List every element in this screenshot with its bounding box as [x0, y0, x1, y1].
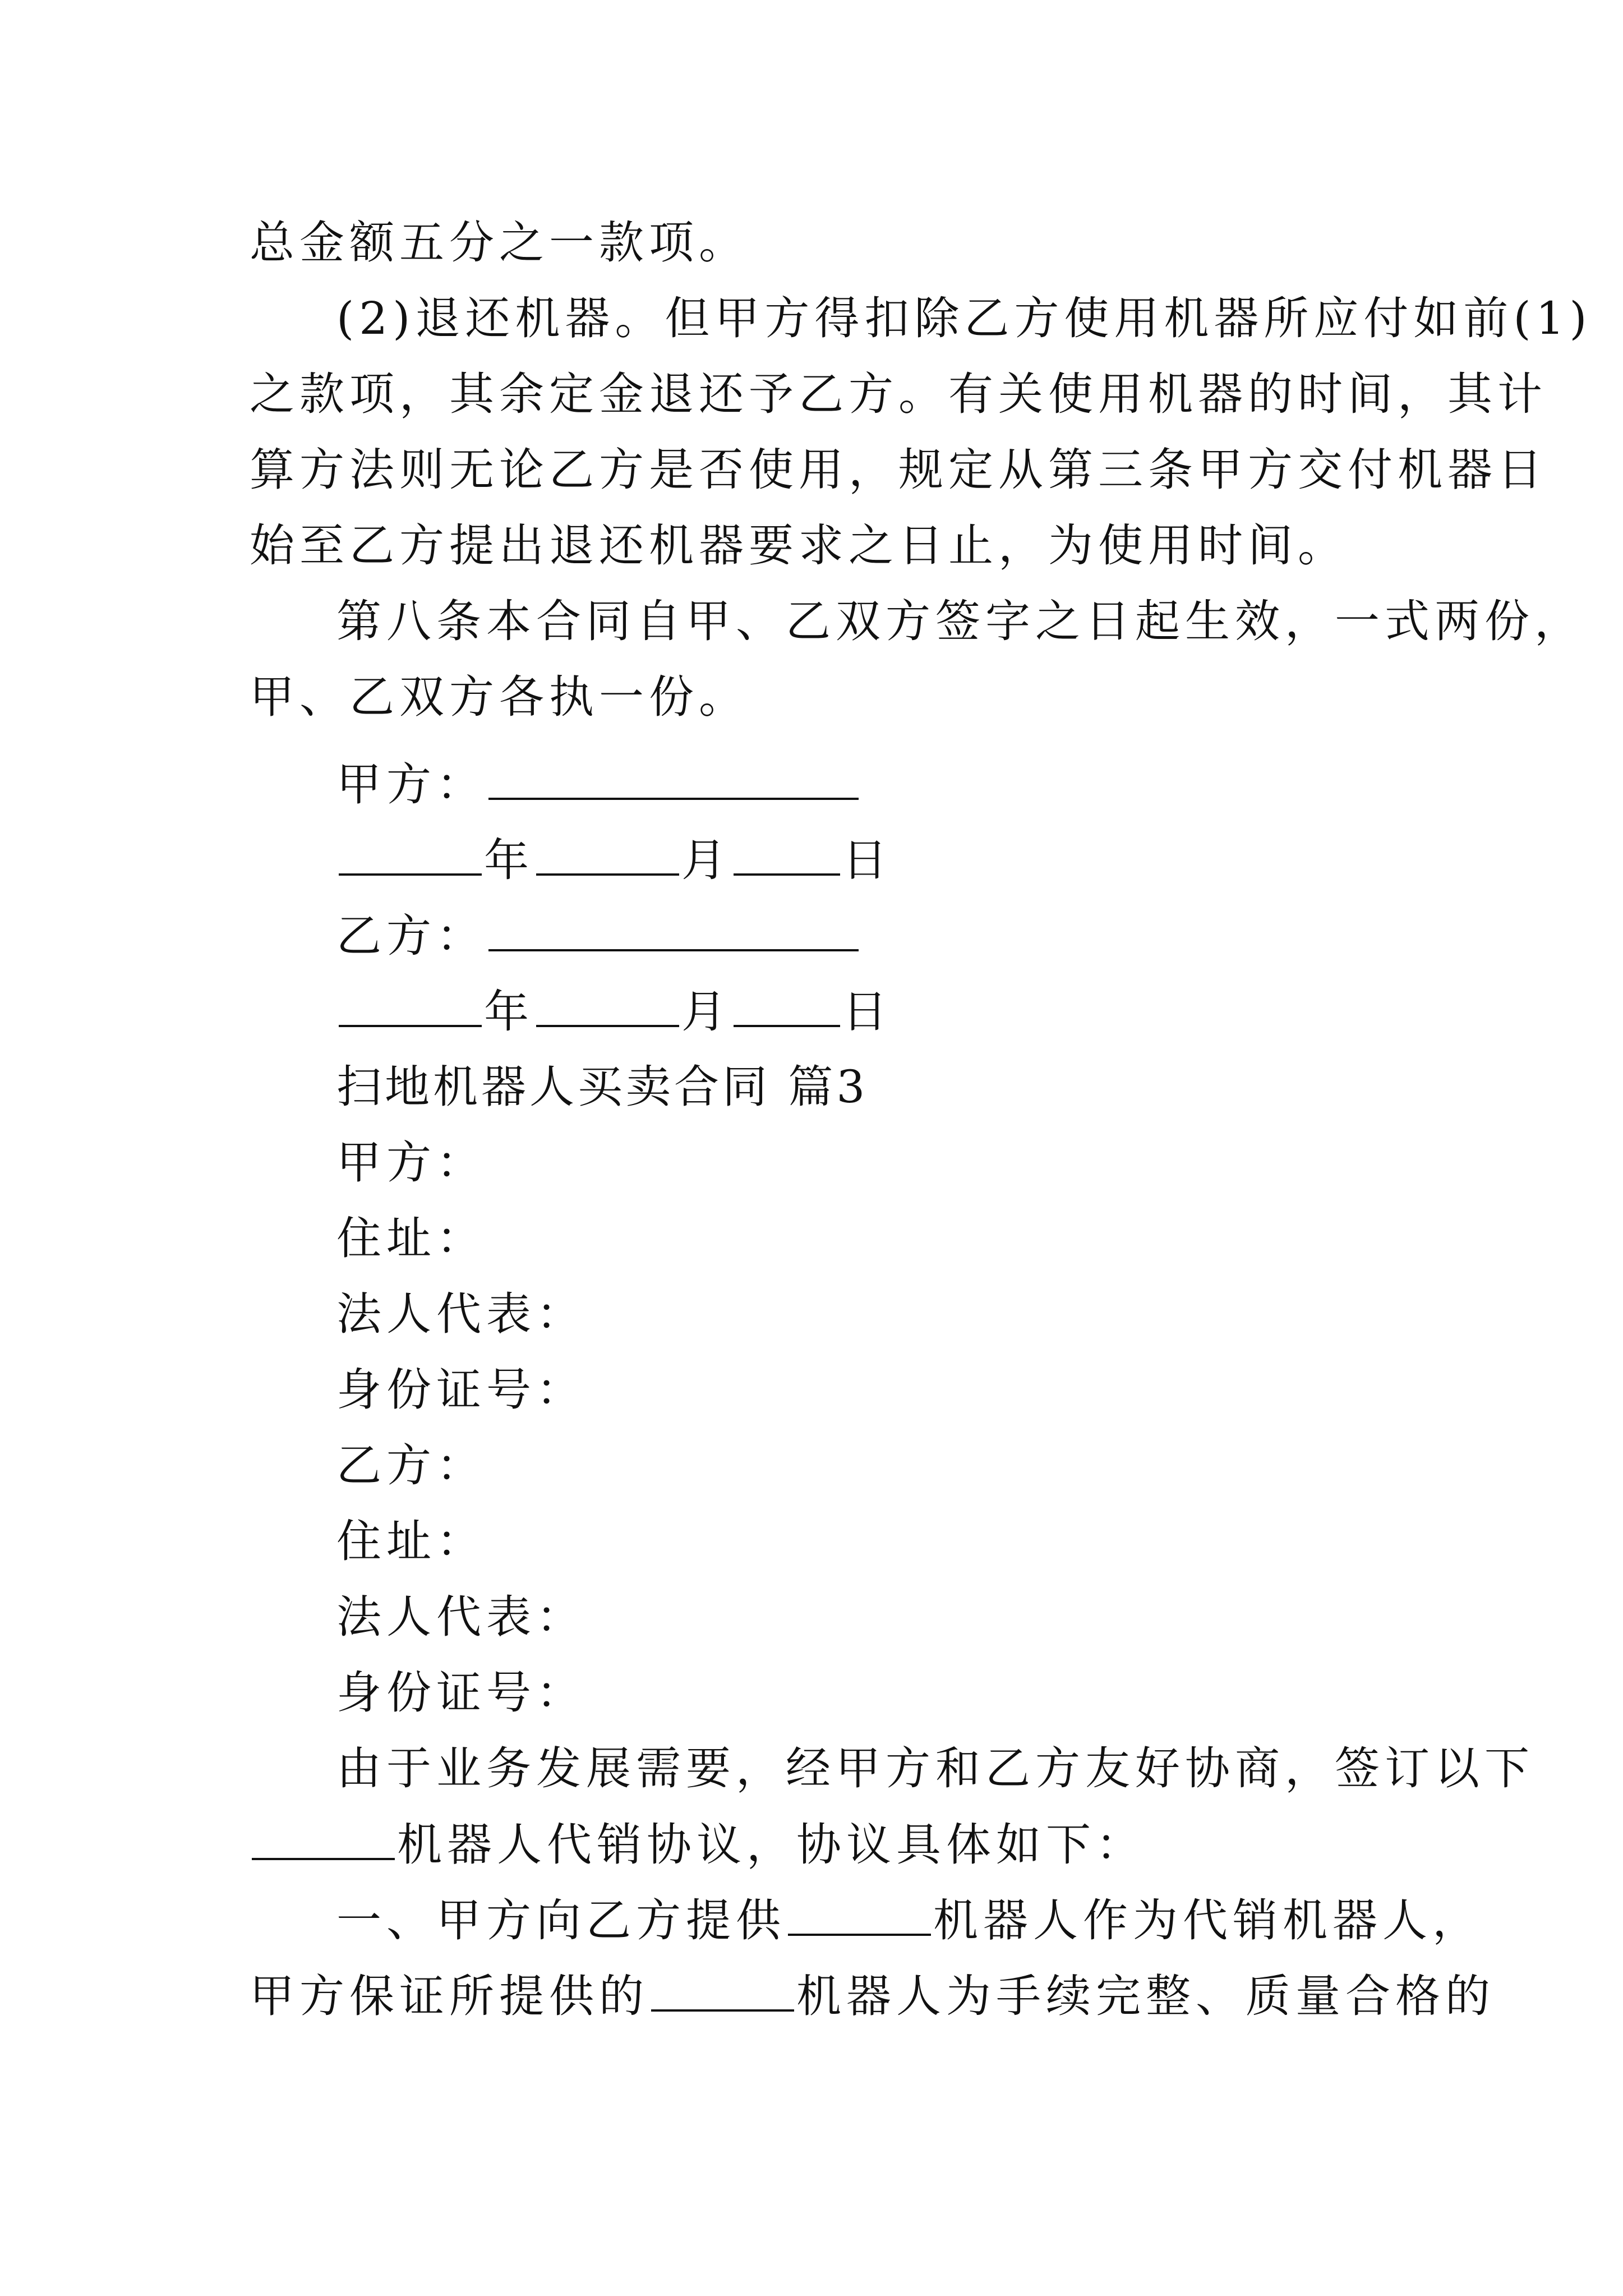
day-blank — [734, 833, 840, 876]
party-field: 身份证号： — [336, 1364, 586, 1416]
year-blank — [339, 984, 482, 1027]
party-field: 法人代表： — [336, 1591, 586, 1643]
intro-line: 由于业务发展需要，经甲方和乙方友好协商，签订以下 — [336, 1742, 1534, 1795]
signature-blank — [488, 757, 859, 800]
party-field: 乙方： — [336, 1439, 486, 1492]
party-a-label: 甲方： — [336, 758, 486, 811]
intro-line — [250, 1818, 1146, 1871]
party-field: 住址： — [336, 1515, 486, 1567]
product-blank — [651, 1969, 794, 2012]
year-label: 年 — [484, 834, 534, 886]
paragraph-line: 算方法则无论乙方是否使用，规定从第三条甲方交付机器日 — [250, 444, 1547, 496]
day-label: 日 — [842, 986, 892, 1038]
clause-text: 机器人作为代销机器人， — [933, 1894, 1482, 1947]
party-a-date-line — [336, 833, 892, 887]
month-blank — [536, 984, 679, 1027]
clause-line — [250, 1969, 1495, 2023]
clause-text: 机器人为手续完整、质量合格的 — [796, 1970, 1495, 2022]
day-label: 日 — [842, 834, 892, 886]
party-a-signature-line — [336, 757, 861, 811]
paragraph-line: 甲、乙双方各执一份。 — [250, 671, 749, 723]
intro-text: 机器人代销协议，协议具体如下： — [397, 1819, 1146, 1871]
paragraph-line: 始至乙方提出退还机器要求之日止，为使用时间。 — [250, 519, 1348, 572]
year-label: 年 — [484, 986, 534, 1038]
party-field: 甲方： — [336, 1137, 486, 1189]
year-blank — [339, 833, 482, 876]
party-field: 住址： — [336, 1212, 486, 1264]
clause-text: 甲方保证所提供的 — [250, 1970, 649, 2022]
party-field: 身份证号： — [336, 1667, 586, 1719]
month-label: 月 — [681, 834, 731, 886]
paragraph-line: 之款项，其余定金退还予乙方。有关使用机器的时间，其计 — [250, 368, 1547, 420]
day-blank — [734, 984, 840, 1027]
product-blank — [788, 1893, 931, 1936]
section-title: 扫地机器人买卖合同 篇3 — [336, 1061, 869, 1113]
month-blank — [536, 833, 679, 876]
paragraph-line: (2)退还机器。但甲方得扣除乙方使用机器所应付如前(1) — [336, 292, 1592, 344]
clause-text: 一、甲方向乙方提供 — [336, 1894, 786, 1947]
party-b-date-line — [336, 984, 892, 1038]
month-label: 月 — [681, 986, 731, 1038]
signature-blank — [488, 909, 859, 951]
party-field: 法人代表： — [336, 1288, 586, 1340]
paragraph-line: 总金额五分之一款项。 — [250, 217, 749, 269]
paragraph-line: 第八条本合同自甲、乙双方签字之日起生效，一式两份， — [336, 595, 1584, 647]
clause-line — [336, 1893, 1482, 1947]
party-b-signature-line — [336, 909, 861, 963]
product-blank — [252, 1818, 395, 1860]
party-b-label: 乙方： — [336, 910, 486, 962]
